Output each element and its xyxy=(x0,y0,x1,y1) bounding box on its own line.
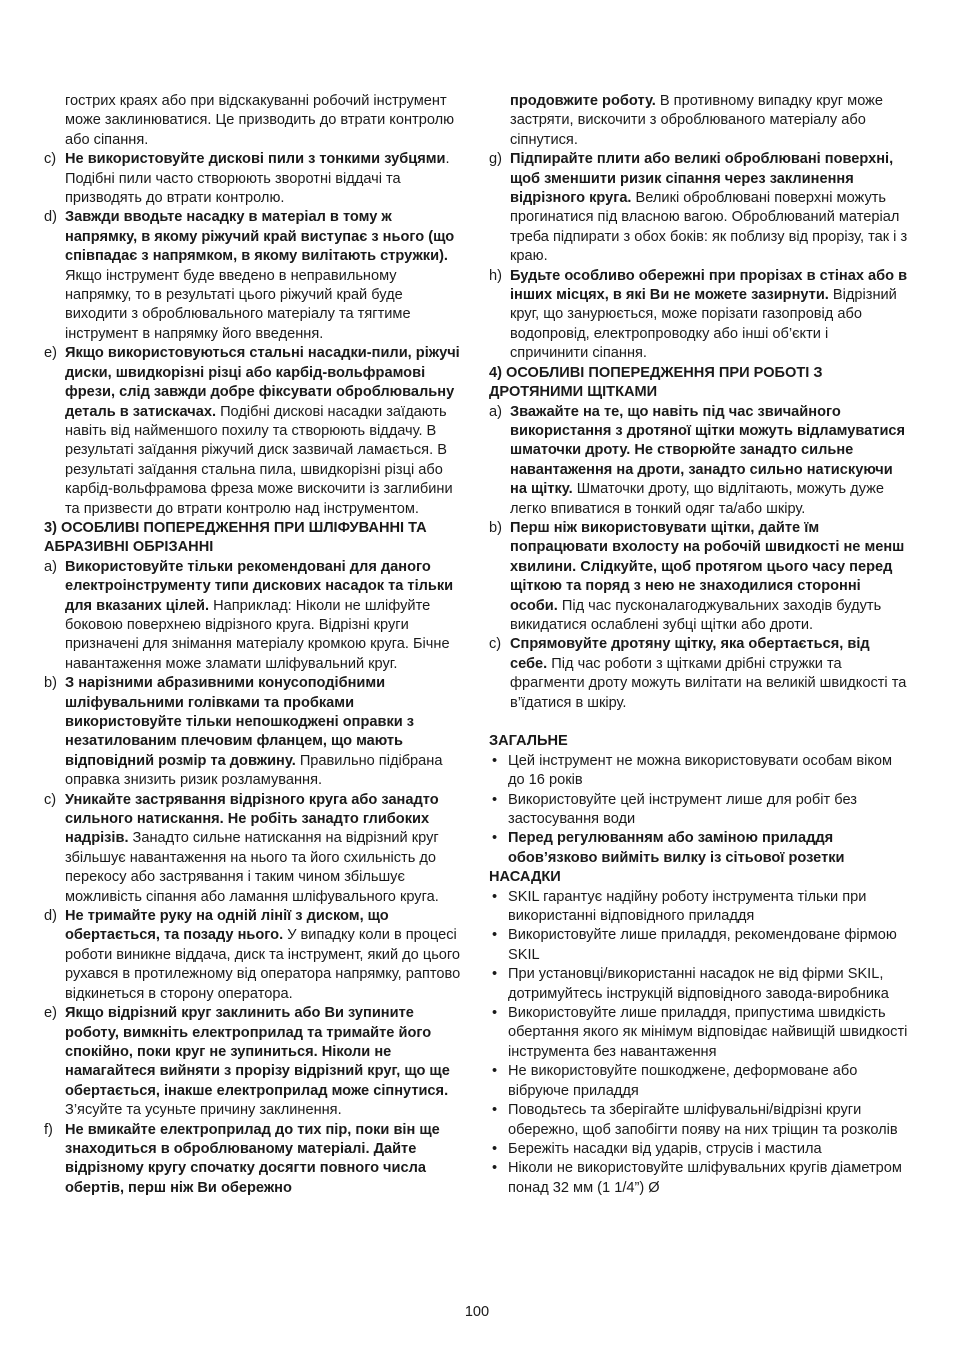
bullet-item xyxy=(489,791,910,830)
list-item-c xyxy=(489,635,910,713)
bullet-item xyxy=(489,752,910,791)
list-item-f xyxy=(44,1121,465,1199)
bullet-text: Використовуйте лише приладдя, припустима швидкість обертання якого як мінімум відповідає найвищій швидкості інструмента без навантаження xyxy=(508,1005,908,1060)
item-text: Шматочки дроту, що відлітають, можуть дуже легко впиватися в тонкий одяг та/або шкіру. xyxy=(510,481,885,517)
item-bold-text: Перш ніж використовувати щітки, дайте їм попрацювати вхолосту на робочій швидкості не менш хвилини. Слідкуйте, щоб протягом цього часу перед щіткою та поряд з нею не знаходилися сторонні особи. xyxy=(510,519,905,614)
item-marker: e) xyxy=(44,1005,57,1022)
bullet-item xyxy=(489,888,910,927)
bullet-item xyxy=(489,1004,910,1062)
item-text: Під час роботи з щітками дрібні стружки та фрагменти дроту можуть вилітати на великій швидкості та в’їдатися в шкіру. xyxy=(510,655,907,711)
bullet-icon: • xyxy=(492,966,498,983)
item-bold-text: Якщо використовуються стальні насадки-пили, ріжучі диски, швидкорізні різці або карбід-вольфрамові фрези, слід завжди добре фіксувати оброблювальну деталь в затискачах. xyxy=(65,345,460,420)
item-bold-text: Будьте особливо обережні при прорізах в стінах або в інших місцях, в які Ви не можете зазирнути. xyxy=(510,267,908,304)
bullet-item xyxy=(489,926,910,965)
page-number: 100 xyxy=(464,1304,490,1320)
item-text: Подібні дискові насадки заїдають навіть від найменшого похилу та створюють віддачу. В результаті заїдання ріжучий диск зазвичай ламається. В результаті заїдання стальна пила, швидкорізні різці або карбід-вольфрамова фреза може вискочити із заглибини та призвести до втрати контролю над інструментом. xyxy=(65,403,453,517)
bullet-icon: • xyxy=(492,888,498,905)
bullet-item xyxy=(489,965,910,1004)
item-text: . Подібні пили часто створюють зворотні віддачі та призводять до втрати контролю. xyxy=(65,151,450,207)
attachments-heading: НАСАДКИ xyxy=(489,869,561,886)
bullet-icon: • xyxy=(492,791,498,808)
item-text: Наприклад: Ніколи не шліфуйте боковою поверхнею відрізного круга. Відрізні круги призначені для знімання матеріалу кромкою круга. Бічне навантаження може зламати шліфувальний круг. xyxy=(65,597,450,672)
bullet-item xyxy=(489,1101,910,1140)
bullet-text: Використовуйте цей інструмент лише для робіт без застосування води xyxy=(508,791,857,828)
item-marker: c) xyxy=(44,151,57,168)
list-item-d xyxy=(44,907,465,1004)
bullet-icon: • xyxy=(492,1005,498,1022)
right-column xyxy=(489,92,910,1198)
item-text: Правильно підібрана оправка знизить ризик розламування. xyxy=(65,752,443,789)
item-bold-text: З нарізними абразивними конусоподібними шліфувальними голівками та пробками використовуйте тільки непошкоджені оправки з незатилованим плечовим фланцем, що мають відповідний розмір та довжину. xyxy=(65,675,415,769)
item-bold-text: Не тримайте руку на одній лінії з диском, що обертається, та позаду нього. xyxy=(65,908,389,944)
item-text: В противному випадку круг може застряти, вискочити з оброблюваного матеріалу або сіпнутися. xyxy=(510,93,884,148)
item-text: У випадку коли в процесі роботи виникне віддача, диск та інструмент, який до цього рухався в протилежному від оператора напрямку, раптово відкинеться в сторону оператора. xyxy=(65,927,461,1002)
bullet-icon: • xyxy=(492,1140,498,1157)
bullet-item xyxy=(489,1140,910,1159)
item-marker: c) xyxy=(489,636,502,653)
item-bold-text: Підпирайте плити або великі оброблювані поверхні, щоб зменшити ризик сіпання через заклинення відрізного круга. xyxy=(510,151,894,207)
bullet-item xyxy=(489,1062,910,1101)
list-item-b xyxy=(489,519,910,635)
item-marker: a) xyxy=(44,558,57,575)
bullet-icon: • xyxy=(492,752,498,769)
list-item-g xyxy=(489,150,910,266)
bullet-text: Використовуйте лише приладдя, рекомендоване фірмою SKIL xyxy=(508,927,897,963)
bullet-icon: • xyxy=(492,830,498,847)
item-text: Великі оброблювані поверхні можуть прогинатися під власною вагою. Оброблюваний матеріал треба підпирати з обох боків: як поблизу від прорізу, так і з краю. xyxy=(510,190,908,265)
bullet-icon: • xyxy=(492,1063,498,1080)
item-marker: b) xyxy=(489,519,502,536)
bullet-icon: • xyxy=(492,1102,498,1119)
bullet-item xyxy=(489,1159,910,1198)
list-item-c xyxy=(44,150,465,208)
list-item-a xyxy=(44,558,465,674)
item-marker: c) xyxy=(44,791,57,808)
list-item-b xyxy=(44,674,465,790)
item-bold-text: Не використовуйте дискові пили з тонкими зубцями xyxy=(65,151,446,168)
item-text: Під час пусконалагоджувальних заходів будуть викидатися ослаблені зубці щітки або дроти. xyxy=(510,597,882,633)
item-bold-text: Спрямовуйте дротяну щітку, яка обертається, від себе. xyxy=(510,636,870,672)
intro-continuation: гострих краях або при відскакуванні робочий інструмент може заклинюватися. Це призводить до втрати контролю або сіпання. xyxy=(65,93,455,148)
item-text: Відрізний круг, що занурюється, може порізати газопровід або водопровід, електропроводку або інші об’єкти і спричинити сіпання. xyxy=(510,287,897,362)
item-text: Занадто сильне натискання на відрізний круг збільшує навантаження на нього та його схильність до перекосу або застрявання і таким чином збільшує можливість сіпання або ламання шліфувального круга. xyxy=(65,830,439,905)
bullet-icon: • xyxy=(492,1160,498,1177)
left-column xyxy=(44,92,465,1198)
item-marker: d) xyxy=(44,209,57,226)
spacer xyxy=(489,713,910,732)
item-bold-text: Не вмикайте електроприлад до тих пір, поки він ще знаходиться в оброблюваному матеріалі. Дайте відрізному кругу спочатку досягти повного числа обертів, перш ніж Ви обережно xyxy=(65,1121,440,1196)
bullet-text: При установці/використанні насадок не від фірми SKIL, дотримуйтесь інструкцій відповідного завода-виробника xyxy=(508,966,889,1002)
item-bold-text: Зважайте на те, що навіть під час звичайного використання з дротяної щітки можуть відламуватися шматочки дроту. Не створюйте занадто сильне навантаження на дроти, занадто сильно натискуючи на щітку. xyxy=(510,403,906,498)
list-item-e xyxy=(44,344,465,519)
list-item-d xyxy=(44,208,465,344)
section-3-heading: 3) ОСОБЛИВІ ПОПЕРЕДЖЕННЯ ПРИ ШЛІФУВАННІ ТА АБРАЗИВНІ ОБРІЗАННІ xyxy=(44,519,427,556)
item-text: Якщо інструмент буде введено в неправильному напрямку, то в результаті цього ріжучий край буде виходити з оброблювального матеріалу та тягтиме інструмент в напрямку його введення. xyxy=(65,267,411,342)
item-bold-text: Уникайте застрявання відрізного круга або занадто сильного натискання. Не робіть занадто глибоких надрізів. xyxy=(65,791,439,847)
item-bold-text: Завжди вводьте насадку в матеріал в тому ж напрямку, в якому ріжучий край виступає з нього (що співпадає з напрямком, в якому вилітають стружки). xyxy=(65,209,455,265)
list-item-h xyxy=(489,267,910,364)
item-bold-text: Використовуйте тільки рекомендовані для даного електроінструменту типи дискових насадок та тільки для вказаних цілей. xyxy=(65,558,454,614)
item-bold-text: Якщо відрізний круг заклинить або Ви зупините роботу, вимкніть електроприлад та тримайте його спокійно, поки круг не зупиниться. Ніколи не намагайтеся вийняти з прорізу відрізний круг, що ще обертається, інакше електроприлад може сіпнутися. xyxy=(65,1005,450,1099)
section-4-heading: 4) ОСОБЛИВІ ПОПЕРЕДЖЕННЯ ПРИ РОБОТІ З ДРОТЯНИМИ ЩІТКАМИ xyxy=(489,364,823,401)
bullet-text: Поводьтесь та зберігайте шліфувальні/відрізні круги обережно, щоб запобігти появу на них тріщин та розколів xyxy=(508,1102,898,1138)
bullet-text: Бережіть насадки від ударів, струсів і мастила xyxy=(508,1140,822,1157)
bullet-text: Ніколи не використовуйте шліфувальних кругів діаметром понад 32 мм (1 1/4”) Ø xyxy=(508,1160,902,1196)
item-marker: b) xyxy=(44,675,57,692)
item-text: З’ясуйте та усуньте причину заклинення. xyxy=(65,1102,342,1119)
bullet-text: SKIL гарантує надійну роботу інструмента тільки при використанні відповідного приладдя xyxy=(508,888,867,925)
item-marker: d) xyxy=(44,908,57,925)
item-marker: f) xyxy=(44,1121,53,1138)
item-marker: a) xyxy=(489,403,502,420)
item-marker: e) xyxy=(44,345,57,362)
bullet-text: Цей інструмент не можна використовувати особам віком до 16 років xyxy=(508,752,893,789)
list-item-e xyxy=(44,1004,465,1120)
item-marker: g) xyxy=(489,151,502,168)
item-f-continuation xyxy=(489,92,910,150)
list-item-a xyxy=(489,403,910,519)
bullet-item xyxy=(489,829,910,868)
general-heading: ЗАГАЛЬНЕ xyxy=(489,733,568,750)
list-item-c xyxy=(44,791,465,907)
bullet-text: Не використовуйте пошкоджене, деформоване або вібруюче приладдя xyxy=(508,1063,858,1099)
item-bold-text: продовжите роботу. xyxy=(510,93,656,109)
bullet-icon: • xyxy=(492,927,498,944)
item-marker: h) xyxy=(489,267,502,284)
bullet-text: Перед регулюванням або заміною приладдя обов’язково вийміть вилку із сітьової розетки xyxy=(508,830,845,866)
